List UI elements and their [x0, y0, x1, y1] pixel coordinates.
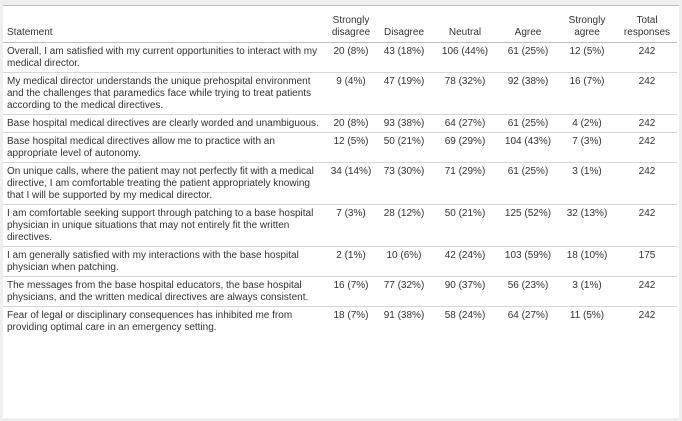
cell-strongly-agree: 4 (2%): [572, 118, 602, 129]
header-agree: Agree: [499, 6, 557, 43]
cell-neutral: 50 (21%): [444, 208, 486, 219]
cell-neutral: 42 (24%): [444, 250, 486, 261]
cell-neutral: 64 (27%): [444, 118, 486, 129]
cell-statement: Base hospital medical directives are clearly worded and unambiguous.: [7, 118, 319, 129]
cell-strongly-agree: 32 (13%): [566, 208, 608, 219]
cell-total-responses: 242: [638, 118, 656, 129]
cell-total-responses: 242: [638, 310, 656, 321]
cell-total-responses: 242: [638, 208, 656, 219]
cell-agree: 56 (23%): [507, 280, 549, 291]
table-row: [3, 43, 677, 73]
table-row: [3, 205, 677, 247]
cell-strongly-agree: 11 (5%): [569, 310, 605, 321]
cell-total-responses: 242: [638, 46, 656, 57]
cell-strongly-agree: 12 (5%): [569, 46, 605, 57]
cell-total-responses: 175: [638, 250, 656, 261]
table-row: [3, 73, 677, 115]
cell-strongly-agree: 3 (1%): [572, 280, 602, 291]
cell-disagree: 93 (38%): [383, 118, 425, 129]
table-row: [3, 277, 677, 307]
cell-neutral: 90 (37%): [444, 280, 486, 291]
cell-agree: 61 (25%): [507, 46, 549, 57]
cell-statement: I am comfortable seeking support through patching to a base hospital physician in unique situations that may not entirely fit the written directives.: [7, 208, 314, 243]
header-disagree: Disagree: [377, 6, 431, 43]
cell-total-responses: 242: [638, 280, 656, 291]
cell-total-responses: 242: [638, 166, 656, 177]
header-neutral: Neutral: [431, 6, 499, 43]
header-row: [3, 6, 677, 43]
cell-disagree: 50 (21%): [383, 136, 425, 147]
cell-statement: On unique calls, where the patient may not perfectly fit with a medical directive, I am comfortable treating the patient appropriately knowing that I will be supported by my medical director.: [7, 166, 314, 201]
cell-agree: 104 (43%): [504, 136, 552, 147]
table-row: [3, 115, 677, 133]
cell-total-responses: 242: [638, 136, 656, 147]
cell-agree: 103 (59%): [504, 250, 552, 261]
cell-disagree: 73 (30%): [383, 166, 425, 177]
cell-strongly-disagree: 20 (8%): [333, 46, 369, 57]
cell-statement: Overall, I am satisfied with my current opportunities to interact with my medical director.: [7, 46, 318, 69]
cell-neutral: 78 (32%): [444, 76, 486, 87]
cell-agree: 61 (25%): [507, 166, 549, 177]
cell-strongly-disagree: 16 (7%): [333, 280, 369, 291]
cell-neutral: 106 (44%): [441, 46, 489, 57]
table-row: [3, 307, 677, 337]
cell-strongly-agree: 3 (1%): [572, 166, 602, 177]
header-statement: Statement: [3, 6, 325, 43]
cell-strongly-agree: 18 (10%): [566, 250, 608, 261]
cell-strongly-disagree: 34 (14%): [330, 166, 372, 177]
cell-statement: Fear of legal or disciplinary consequences has inhibited me from providing optimal care in an emergency setting.: [7, 310, 293, 333]
cell-agree: 92 (38%): [507, 76, 549, 87]
cell-statement: I am generally satisfied with my interactions with the base hospital physician when patching.: [7, 250, 299, 273]
cell-neutral: 69 (29%): [444, 136, 486, 147]
table-container: [3, 5, 679, 418]
cell-disagree: 47 (19%): [383, 76, 425, 87]
cell-strongly-disagree: 18 (7%): [333, 310, 369, 321]
table-row: [3, 133, 677, 163]
cell-strongly-agree: 7 (3%): [572, 136, 602, 147]
table-row: [3, 247, 677, 277]
cell-strongly-disagree: 9 (4%): [336, 76, 366, 87]
table-body: [3, 43, 677, 337]
cell-total-responses: 242: [638, 76, 656, 87]
cell-disagree: 10 (6%): [386, 250, 422, 261]
cell-strongly-disagree: 2 (1%): [336, 250, 366, 261]
table-row: [3, 163, 677, 205]
cell-statement: My medical director understands the unique prehospital environment and the challenges that paramedics face while trying to treat patients according to the medical directives.: [7, 76, 312, 111]
cell-neutral: 71 (29%): [444, 166, 486, 177]
cell-agree: 64 (27%): [507, 310, 549, 321]
cell-disagree: 43 (18%): [383, 46, 425, 57]
cell-strongly-agree: 16 (7%): [569, 76, 605, 87]
cell-statement: Base hospital medical directives allow me to practice with an appropriate level of autonomy.: [7, 136, 275, 159]
cell-strongly-disagree: 12 (5%): [333, 136, 369, 147]
header-strongly-agree: Strongly agree: [557, 6, 617, 43]
cell-agree: 125 (52%): [504, 208, 552, 219]
survey-results-table: [3, 6, 677, 336]
cell-statement: The messages from the base hospital educators, the base hospital physicians, and the written medical directives are always consistent.: [7, 280, 309, 303]
cell-disagree: 28 (12%): [383, 208, 425, 219]
cell-strongly-disagree: 20 (8%): [333, 118, 369, 129]
cell-neutral: 58 (24%): [444, 310, 486, 321]
cell-disagree: 91 (38%): [383, 310, 425, 321]
header-strongly-disagree: Strongly disagree: [325, 6, 377, 43]
cell-disagree: 77 (32%): [383, 280, 425, 291]
cell-strongly-disagree: 7 (3%): [336, 208, 366, 219]
cell-agree: 61 (25%): [507, 118, 549, 129]
header-total-responses: Total responses: [617, 6, 677, 43]
